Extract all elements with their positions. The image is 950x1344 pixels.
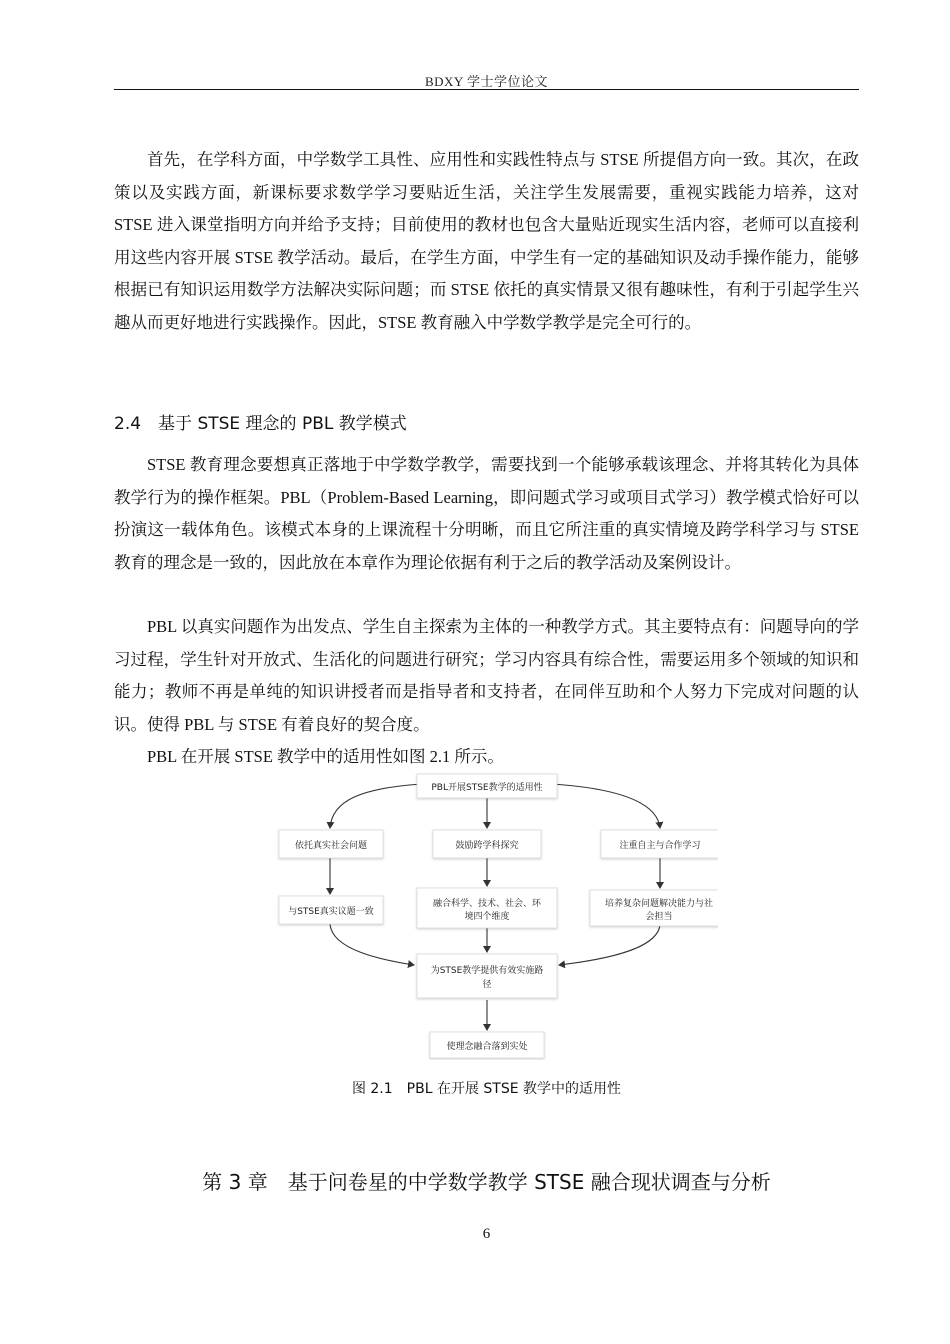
flowchart-labels: [288, 781, 713, 1052]
header-rule: [114, 89, 859, 90]
label-sub-right-line2: 会担当: [645, 912, 673, 922]
label-merge-line1: 为STSE教学提供有效实施路: [430, 966, 544, 976]
section-heading: 2.4 基于 STSE 理念的 PBL 教学模式: [114, 414, 407, 434]
paragraph-feasibility: 首先，在学科方面，中学数学工具性、应用性和实践性特点与 STSE 所提倡方向一致。其次，在政策以及实践方面，新课标要求数学学习要贴近生活，关注学生发展需要，重视实践能力培养，这对 STSE 进入课堂指明方向并给予支持；目前使用的教材也包含大量贴近现实生活内容，老师可以直接利用这些内容开展 STSE 教学活动。最后，在学生方面，中学生有一定的基础知识及动手操作能力，能够根据已有知识运用数学方法解决实际问题；而 STSE 依托的真实情景又很有趣味性，有利于引起学生兴趣从而更好地进行实践操作。因此，STSE 教育融入中学数学教学是完全可行的。: [114, 150, 859, 332]
label-branch-left: 依托真实社会问题: [294, 841, 368, 851]
label-sub-mid-line2: 境四个维度: [464, 912, 510, 922]
label-merge-line2: 径: [482, 980, 492, 990]
flowchart-svg: [272, 770, 718, 1060]
box-merge: [417, 954, 557, 998]
paragraph-pbl-framework: STSE 教育理念要想真正落地于中学数学教学，需要找到一个能够承载该理念、并将其转化为具体教学行为的操作框架。PBL（Problem-Based Learning，即问题式学习或项目式学习）教学模式恰好可以扮演这一载体角色。该模式本身的上课流程十分明晰，而且它所注重的真实情境及跨学科学习与 STSE 教育的理念是一致的，因此放在本章作为理论依据有利于之后的教学活动及案例设计。: [114, 455, 859, 572]
page-number: 6: [482, 1226, 491, 1242]
pbl-flowchart: [272, 770, 718, 1060]
label-branch-right: 注重自主与合作学习: [619, 841, 701, 851]
chapter-heading: 第 3 章 基于问卷星的中学数学教学 STSE 融合现状调查与分析: [202, 1170, 771, 1194]
figure-caption: 图 2.1 PBL 在开展 STSE 教学中的适用性: [351, 1081, 622, 1097]
label-sub-left: 与STSE真实议题一致: [288, 907, 374, 917]
page-header: BDXY 学士学位论文: [424, 74, 549, 89]
paragraph-figure-reference: PBL 在开展 STSE 教学中的适用性如图 2.1 所示。: [147, 747, 504, 766]
label-branch-mid: 鼓励跨学科探究: [455, 841, 519, 851]
connector-top-left: [330, 784, 422, 828]
label-top: PBL开展STSE教学的适用性: [431, 783, 543, 793]
paragraph-pbl-features: PBL 以真实问题作为出发点、学生自主探索为主体的一种教学方式。其主要特点有：问题导向的学习过程，学生针对开放式、生活化的问题进行研究；学习内容具有综合性，需要运用多个领域的知识和能力；教师不再是单纯的知识讲授者而是指导者和支持者，在同伴互助和个人努力下完成对问题的认识。使得 PBL 与 STSE 有着良好的契合度。: [114, 617, 859, 734]
connector-right-merge: [559, 925, 660, 965]
connector-left-merge: [330, 924, 414, 965]
label-sub-right-line1: 培养复杂问题解决能力与社: [604, 899, 714, 909]
connector-top-right: [552, 784, 660, 828]
label-sub-mid-line1: 融合科学、技术、社会、环: [432, 899, 542, 909]
label-bottom: 使理念融合落到实处: [446, 1042, 528, 1052]
